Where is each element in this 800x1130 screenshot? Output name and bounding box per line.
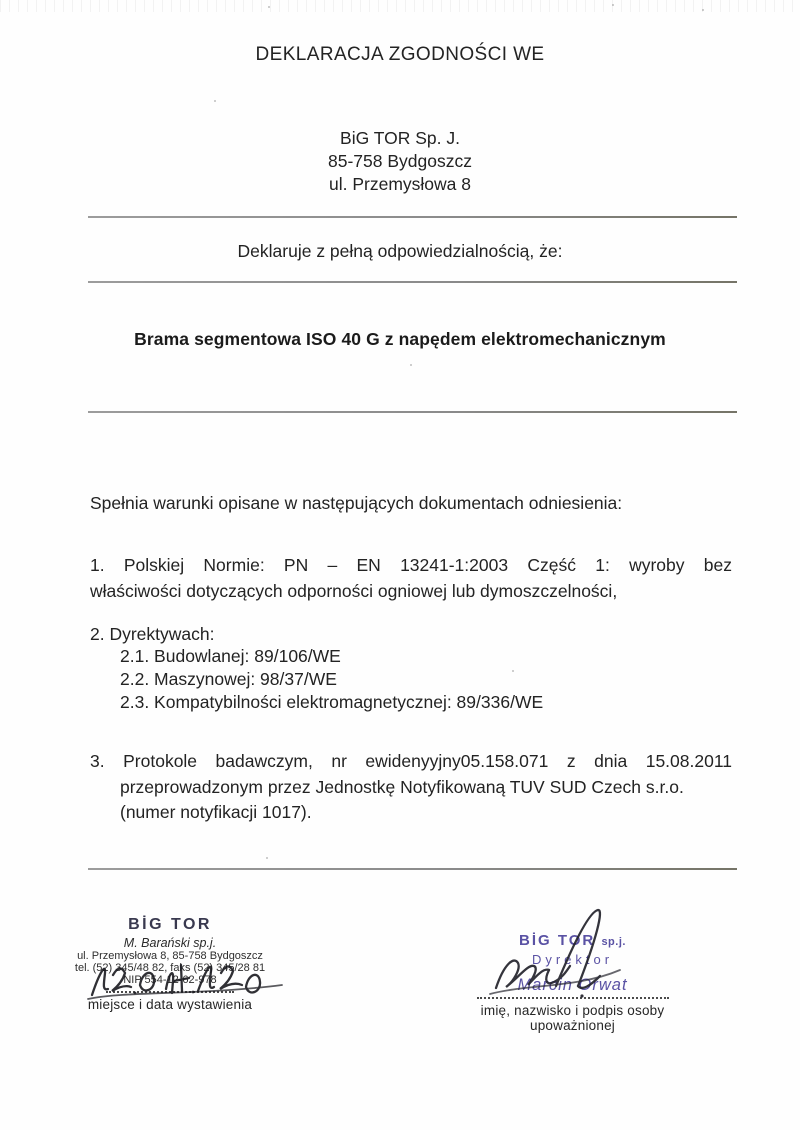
company-name: BiG TOR Sp. J. <box>340 128 460 148</box>
company-stamp-address: ul. Przemysłowa 8, 85-758 Bydgoszcz <box>77 950 263 962</box>
protocol-line-1: 3. Protokole badawczym, nr ewidenyyjny05.158.071 z dnia 15.08.2011 <box>90 751 732 771</box>
norm-line-2: właściwości dotyczących odporności ogniowej lub dymoszczelności, <box>90 580 618 601</box>
signature-dotted-line-left <box>106 990 234 993</box>
divider-line-1 <box>88 216 737 218</box>
scan-noise-band <box>0 0 800 12</box>
director-stamp-logo: BİG TOR <box>519 932 596 949</box>
document-title: DEKLARACJA ZGODNOŚCI WE <box>255 44 545 65</box>
directives-sublist <box>120 645 543 714</box>
signature-dotted-line-right <box>477 996 669 999</box>
directive-emc: 2.3. Kompatybilności elektromagnetycznej: 89/336/WE <box>120 692 544 712</box>
director-stamp-sign-name: Marcin Orwat <box>517 976 628 994</box>
directive-construction: 2.1. Budowlanej: 89/106/WE <box>120 646 341 666</box>
company-stamp-firm: M. Barański sp.j. <box>123 936 217 950</box>
issue-place-block <box>70 916 270 1012</box>
divider-line-3 <box>88 411 737 413</box>
protocol-line-3: (numer notyfikacji 1017). <box>120 802 312 822</box>
company-stamp-logo: BİG TOR <box>128 916 212 933</box>
company-city: 85-758 Bydgoszcz <box>328 151 472 171</box>
scan-speck <box>410 364 412 366</box>
protocol-line-2: przeprowadzonym przez Jednostkę Notyfikowaną TUV SUD Czech s.r.o. <box>120 776 684 797</box>
company-block <box>0 127 800 196</box>
director-stamp-name <box>440 933 705 950</box>
company-stamp-phone: tel. (52) 345/48 82, faks (52) 345/28 81 <box>74 962 266 975</box>
scan-speck <box>702 9 704 11</box>
authorized-person-block <box>440 933 705 1033</box>
company-street: ul. Przemysłowa 8 <box>329 174 471 194</box>
company-stamp-nip: NIP 554-12-62-978 <box>123 974 217 987</box>
scan-speck <box>612 4 614 6</box>
director-stamp-role: Dyrektor <box>531 952 614 967</box>
list-item-protocol <box>90 749 732 826</box>
issue-place-caption: miejsce i data wystawienia <box>87 996 253 1012</box>
declaration-intro: Deklaruje z pełną odpowiedzialnością, że: <box>237 241 563 261</box>
reference-intro: Spełnia warunki opisane w następujących dokumentach odniesienia: <box>90 493 623 513</box>
scan-speck <box>214 100 216 102</box>
authorized-person-caption: imię, nazwisko i podpis osoby upoważnionej <box>480 1003 665 1033</box>
scan-speck <box>268 6 270 8</box>
scan-speck <box>266 857 268 859</box>
directive-machinery: 2.2. Maszynowej: 98/37/WE <box>120 669 337 689</box>
product-name: Brama segmentowa ISO 40 G z napędem elektromechanicznym <box>134 329 666 349</box>
divider-line-2 <box>88 281 737 283</box>
director-stamp-suffix: sp.j. <box>601 936 626 948</box>
list-item-norm <box>90 553 732 604</box>
norm-line-1: 1. Polskiej Normie: PN – EN 13241-1:2003 Część 1: wyroby bez <box>90 555 732 575</box>
divider-line-4 <box>88 868 737 870</box>
list-item-directives-label: 2. Dyrektywach: <box>90 624 215 644</box>
